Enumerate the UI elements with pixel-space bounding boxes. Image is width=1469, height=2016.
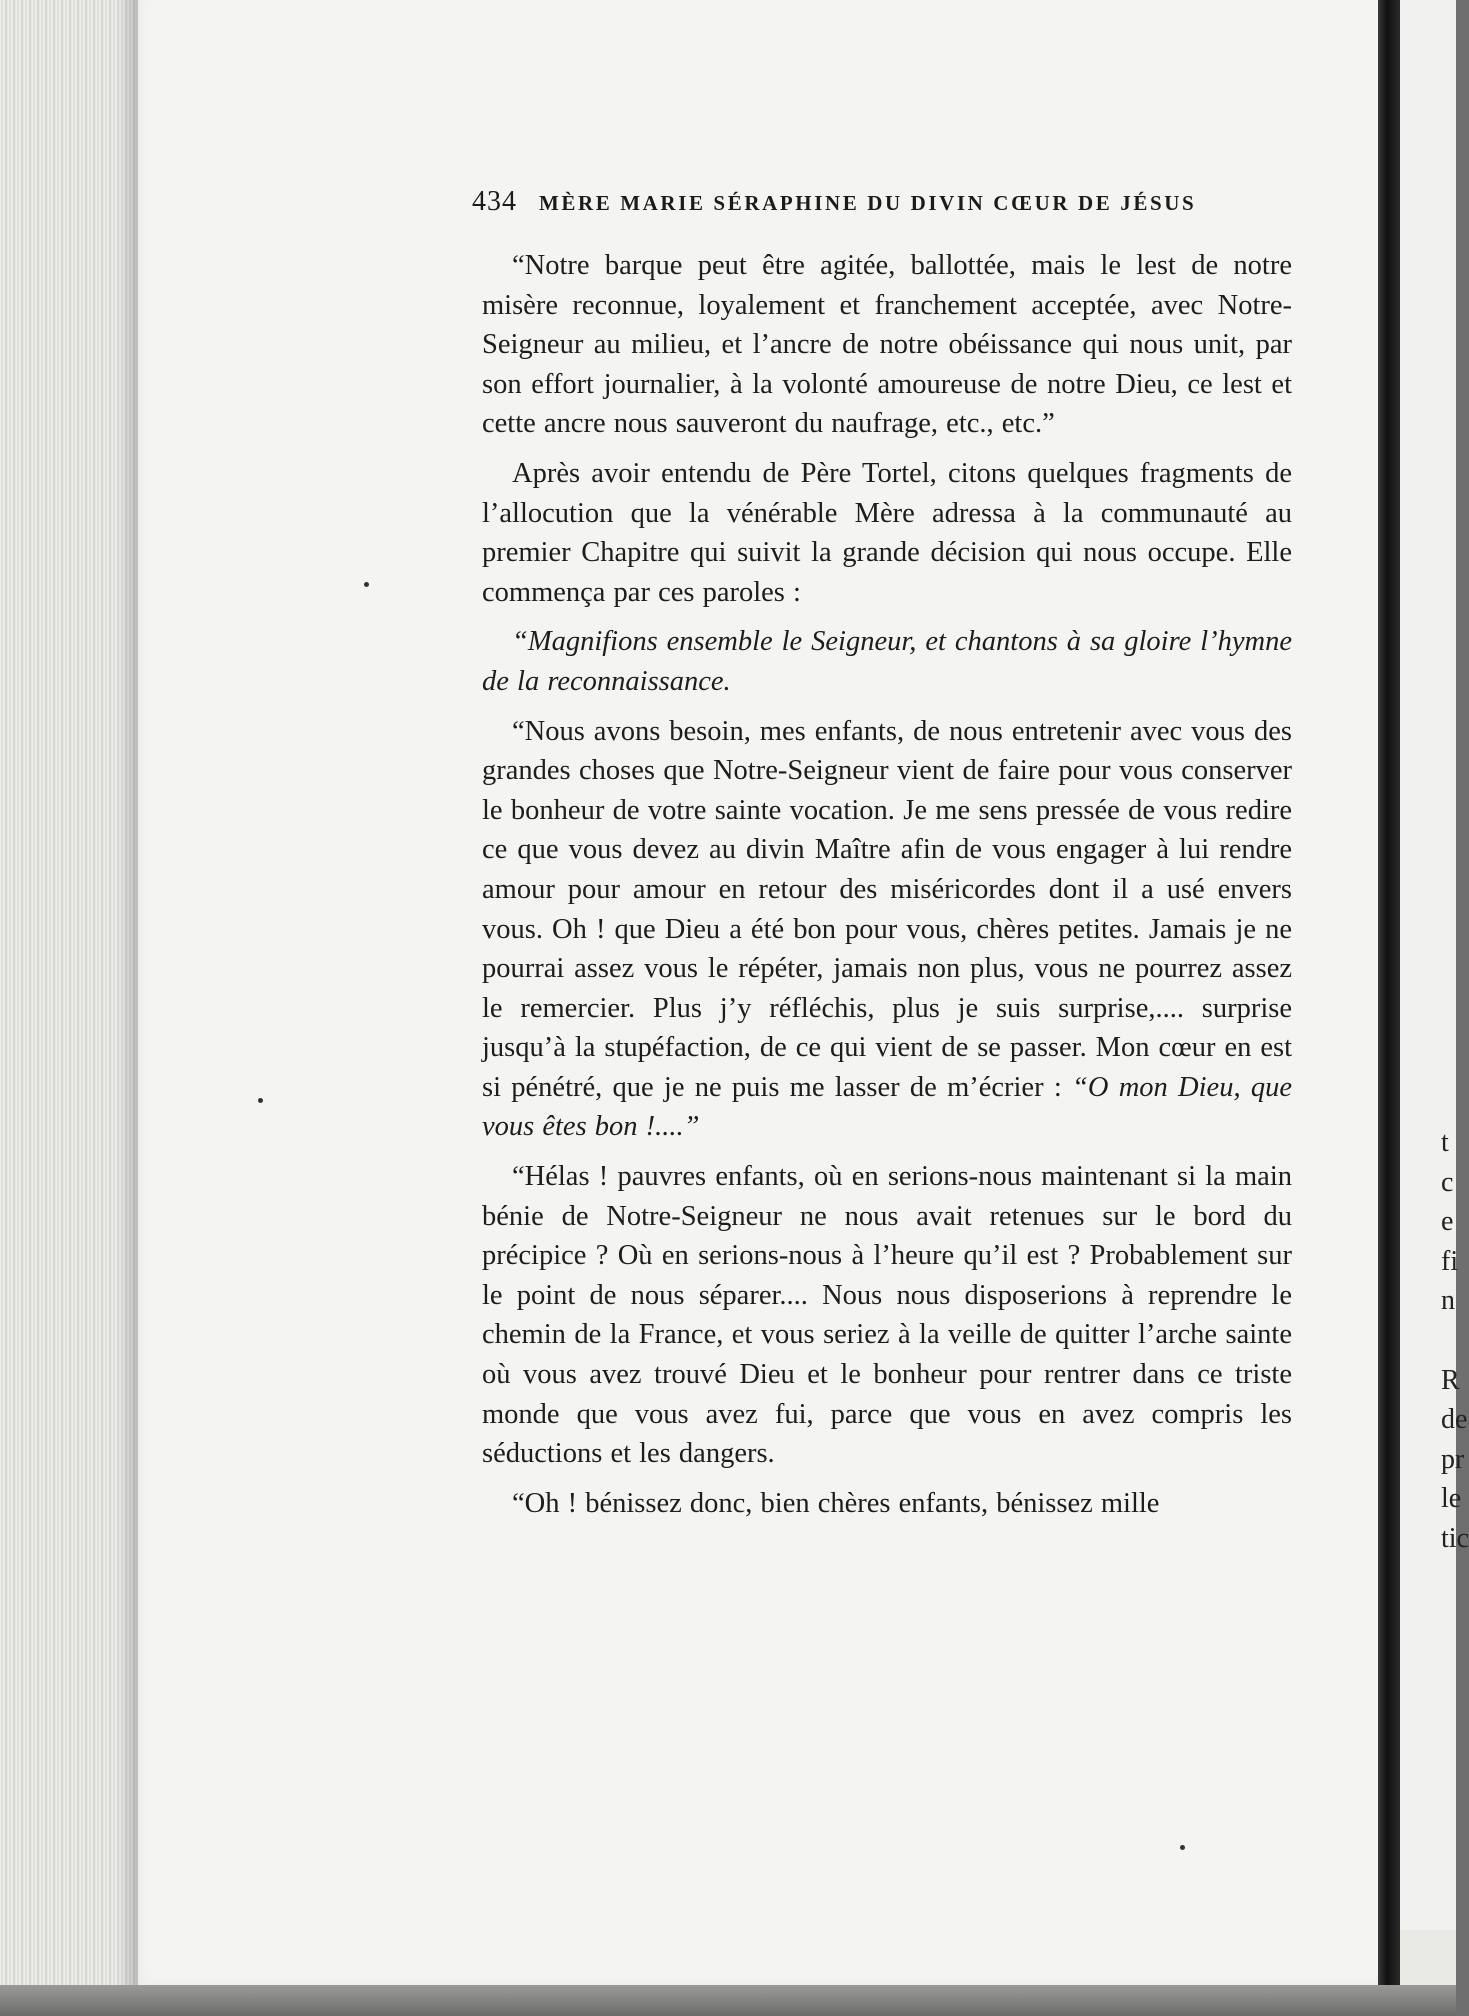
scan-bottom-edge	[0, 1985, 1456, 2016]
paragraph-text: “Nous avons besoin, mes enfants, de nous entretenir avec vous des grandes choses que Notre-Seigneur vient de faire pour vous conserver le bonheur de votre sainte vocation. Je me sens pressée de vous redire ce que vous devez au divin Maître afin de vous engager à lui rendre amour pour amour en retour des miséricordes dont il a usé envers vous. Oh ! que Dieu a été bon pour vous, chères petites. Jamais je ne pourrai assez vous le répéter, jamais non plus, vous ne pourrez assez le remercier. Plus j’y réfléchis, plus je suis surprise,.... surprise jusqu’à la stupéfaction, de ce qui vient de se passer. Mon cœur en est si pénétré, que je ne puis me lasser de m’écrier :	[482, 715, 1292, 1103]
scan-speck	[364, 582, 369, 587]
scan-speck	[1180, 1845, 1185, 1850]
paragraph: Après avoir entendu de Père Tortel, citons quelques fragments de l’allocution que la vénérable Mère adressa à la communauté au premier Chapitre qui suivit la grande décision qui nous occupe. Elle commença par ces paroles :	[482, 457, 1292, 608]
book-page-right-edge	[1400, 0, 1456, 1930]
body-text	[482, 246, 1292, 1533]
running-head	[472, 186, 1272, 230]
running-title: MÈRE MARIE SÉRAPHINE DU DIVIN CŒUR DE JÉSUS	[539, 191, 1197, 215]
book-page-edges	[0, 0, 135, 2016]
italic-quote-paragraph: “Magnifions ensemble le Seigneur, et chantons à sa gloire l’hymne de la reconnaissance.	[482, 626, 1292, 697]
scan-speck	[258, 1098, 263, 1103]
page-number: 434	[472, 186, 517, 217]
page-edge-shadow	[118, 0, 140, 2016]
paragraph: “Notre barque peut être agitée, ballottée, mais le lest de notre misère reconnue, loyalement et franchement acceptée, avec Notre-Seigneur au milieu, et l’ancre de notre obéissance qui nous unit, par son effort journalier, à la volonté amoureuse de notre Dieu, ce lest et cette ancre nous sauveront du naufrage, etc., etc.”	[482, 250, 1292, 440]
italic-exclamation: “O mon Dieu, que vous êtes bon !....”	[482, 1071, 1292, 1143]
paragraph	[482, 712, 1292, 1148]
paragraph: “Oh ! bénissez donc, bien chères enfants, bénissez mille	[512, 1487, 1160, 1519]
paragraph: “Hélas ! pauvres enfants, où en serions-nous maintenant si la main bénie de Notre-Seigneur ne nous avait retenues sur le bord du précipice ? Où en serions-nous à l’heure qu’il est ? Probablement sur le point de nous séparer.... Nous nous disposerions à reprendre le chemin de la France, et vous seriez à la veille de quitter l’arche sainte où vous avez trouvé Dieu et le bonheur pour rentrer dans ce triste monde que vous avez fui, parce que vous en avez compris les séductions et les dangers.	[482, 1161, 1292, 1470]
next-page-text-fragment: t c e fi n R de pr le tic	[1441, 1127, 1469, 1554]
book-gutter	[1378, 0, 1400, 2016]
